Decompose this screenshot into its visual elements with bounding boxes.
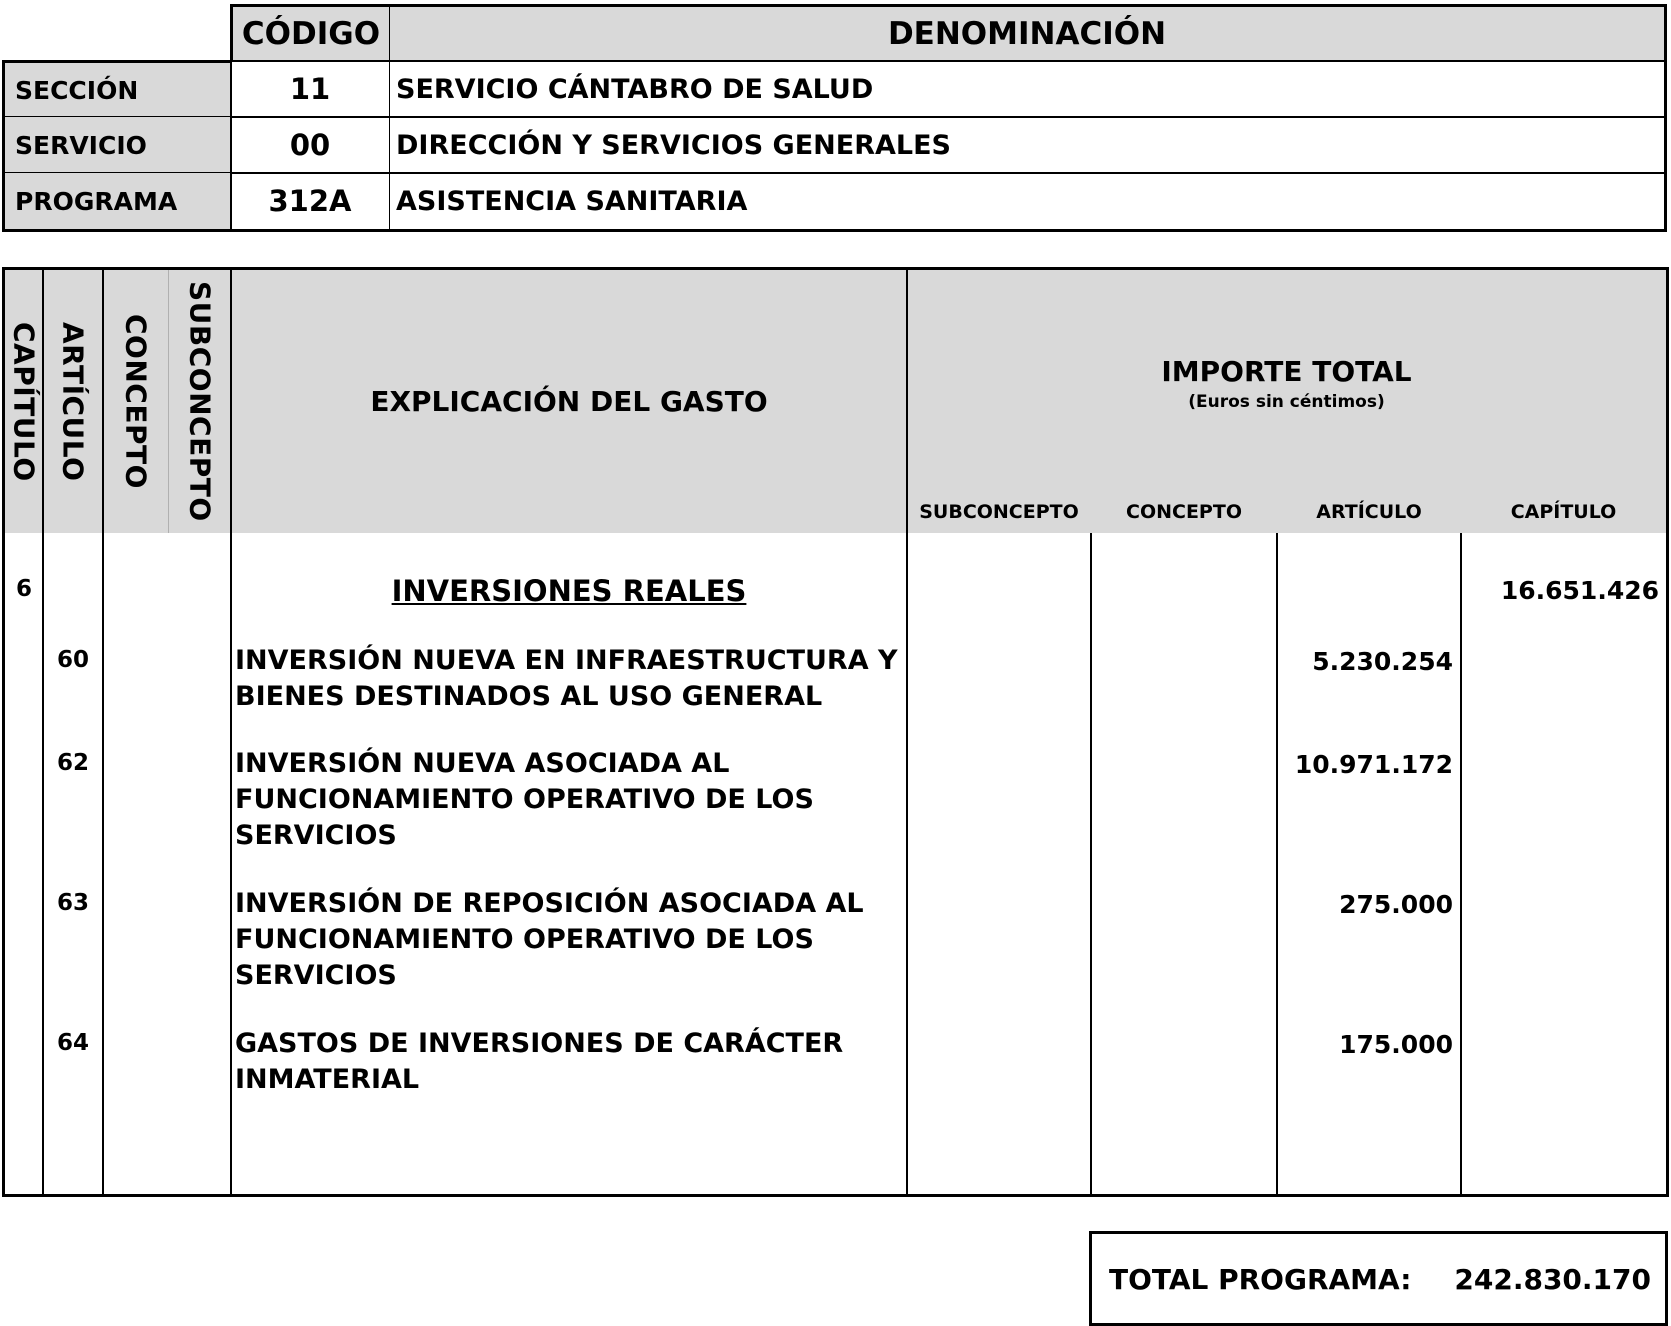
- article-code: 63: [56, 890, 89, 916]
- importe-subtitle: (Euros sin céntimos): [1188, 392, 1385, 412]
- programa-name: ASISTENCIA SANITARIA: [389, 172, 1667, 232]
- importe-title: IMPORTE TOTAL: [1161, 355, 1412, 388]
- article-amount: 275.000: [1339, 890, 1453, 919]
- subconcepto-header: SUBCONCEPTO: [183, 281, 217, 522]
- denominacion-header: DENOMINACIÓN: [389, 4, 1667, 62]
- article-code: 64: [56, 1030, 89, 1056]
- chapter-title: INVERSIONES REALES: [391, 574, 747, 608]
- article-amount: 175.000: [1339, 1030, 1453, 1059]
- article-code: 60: [56, 647, 89, 673]
- seccion-code: 11: [230, 60, 390, 118]
- subconcepto-amount-header: SUBCONCEPTO: [919, 501, 1079, 523]
- capitulo-amount-header: CAPÍTULO: [1510, 501, 1617, 523]
- article-description: INVERSIÓN DE REPOSICIÓN ASOCIADA AL FUNCIONAMIENTO OPERATIVO DE LOS SERVICIOS: [235, 888, 864, 991]
- articulo-amount-header: ARTÍCULO: [1316, 501, 1422, 523]
- explicacion-header: EXPLICACIÓN DEL GASTO: [370, 385, 768, 418]
- programa-label: PROGRAMA: [2, 172, 232, 232]
- chapter-code: 6: [15, 576, 32, 602]
- capitulo-header: CAPÍTULO: [7, 321, 41, 482]
- servicio-name: DIRECCIÓN Y SERVICIOS GENERALES: [389, 116, 1667, 174]
- total-label: TOTAL PROGRAMA:: [1109, 1263, 1412, 1296]
- total-amount: 242.830.170: [1454, 1263, 1651, 1296]
- article-description: INVERSIÓN NUEVA EN INFRAESTRUCTURA Y BIENES DESTINADOS AL USO GENERAL: [235, 645, 898, 712]
- servicio-label: SERVICIO: [2, 116, 232, 174]
- seccion-name: SERVICIO CÁNTABRO DE SALUD: [389, 60, 1667, 118]
- article-description: GASTOS DE INVERSIONES DE CARÁCTER INMATERIAL: [235, 1028, 844, 1095]
- article-code: 62: [56, 750, 89, 776]
- codigo-header: CÓDIGO: [230, 4, 390, 62]
- grid-line: [1090, 533, 1092, 1194]
- article-description: INVERSIÓN NUEVA ASOCIADA AL FUNCIONAMIENTO OPERATIVO DE LOS SERVICIOS: [235, 748, 814, 851]
- articulo-header: ARTÍCULO: [56, 321, 90, 482]
- grid-line: [230, 270, 232, 1194]
- grid-line: [168, 270, 169, 533]
- grid-line: [1276, 533, 1278, 1194]
- chapter-amount: 16.651.426: [1500, 576, 1659, 605]
- total-box: [1089, 1231, 1668, 1326]
- article-amount: 10.971.172: [1294, 750, 1453, 779]
- grid-line: [1460, 533, 1462, 1194]
- seccion-label: SECCIÓN: [2, 60, 232, 118]
- concepto-header: CONCEPTO: [119, 314, 153, 489]
- programa-code: 312A: [230, 172, 390, 232]
- servicio-code: 00: [230, 116, 390, 174]
- article-amount: 5.230.254: [1312, 647, 1453, 676]
- concepto-amount-header: CONCEPTO: [1126, 501, 1242, 523]
- grid-line: [906, 270, 908, 1194]
